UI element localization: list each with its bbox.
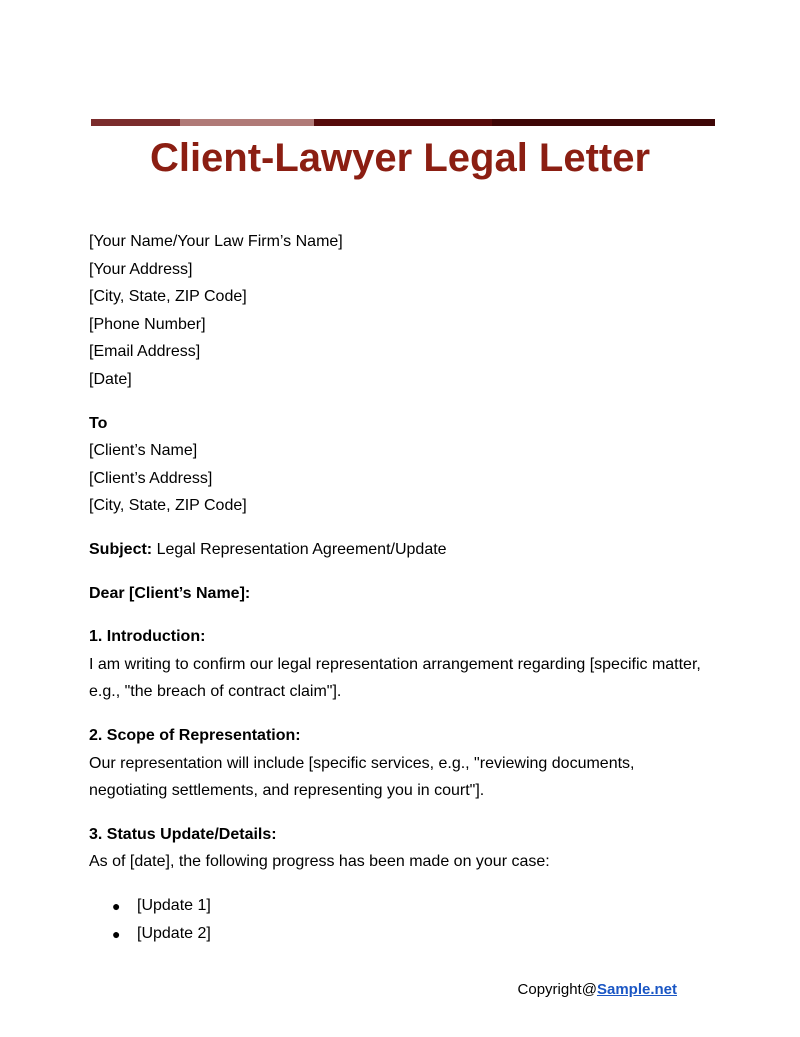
section-text-line: Our representation will include [specific services, e.g., "reviewing documents,	[89, 754, 635, 772]
sender-name: [Your Name/Your Law Firm’s Name]	[89, 233, 343, 250]
section-heading: 3. Status Update/Details:	[89, 825, 277, 843]
section-text-line: negotiating settlements, and representing you in court"].	[89, 782, 485, 800]
recipient-city: [City, State, ZIP Code]	[89, 497, 247, 515]
subject-text: Legal Representation Agreement/Update	[156, 540, 447, 558]
sender-phone: [Phone Number]	[89, 315, 206, 333]
sender-address: [Your Address]	[89, 260, 193, 278]
salutation: Dear [Client’s Name]:	[89, 584, 251, 602]
update-list	[89, 892, 714, 948]
color-bar-segment-1	[91, 119, 180, 126]
copyright-footer	[518, 979, 677, 1001]
color-bar-segment-3	[314, 119, 492, 126]
sender-block	[89, 228, 714, 394]
list-item	[89, 920, 714, 948]
sender-email: [Email Address]	[89, 343, 201, 361]
header-color-bar	[91, 119, 715, 126]
sample-net-link[interactable]: Sample.net	[596, 981, 677, 998]
section-heading: 1. Introduction:	[89, 628, 206, 646]
section-scope	[89, 722, 714, 805]
recipient-address: [Client’s Address]	[89, 469, 213, 487]
sender-date: [Date]	[89, 370, 132, 388]
letter-body	[89, 228, 714, 948]
subject-label: Subject:	[89, 540, 153, 558]
section-introduction	[89, 623, 714, 706]
bullet-icon: ●	[112, 925, 121, 942]
color-bar-segment-4	[492, 119, 715, 126]
section-text-line: As of [date], the following progress has been made on your case:	[89, 853, 550, 871]
page-title: Client-Lawyer Legal Letter	[149, 136, 651, 180]
list-item	[89, 892, 714, 920]
sender-city: [City, State, ZIP Code]	[89, 288, 247, 306]
section-heading: 2. Scope of Representation:	[89, 726, 301, 744]
recipient-block	[89, 410, 714, 520]
update-text: [Update 1]	[137, 896, 211, 914]
section-status	[89, 821, 714, 876]
subject-line	[89, 536, 714, 564]
section-text-line: e.g., "the breach of contract claim"].	[89, 683, 342, 701]
copyright-prefix: Copyright@	[517, 981, 597, 998]
section-text-line: I am writing to confirm our legal representation arrangement regarding [specific matter,	[89, 655, 701, 673]
color-bar-segment-2	[180, 119, 314, 126]
bullet-icon: ●	[112, 897, 121, 914]
recipient-name: [Client’s Name]	[89, 442, 198, 460]
update-text: [Update 2]	[137, 924, 211, 942]
recipient-label: To	[89, 414, 108, 432]
